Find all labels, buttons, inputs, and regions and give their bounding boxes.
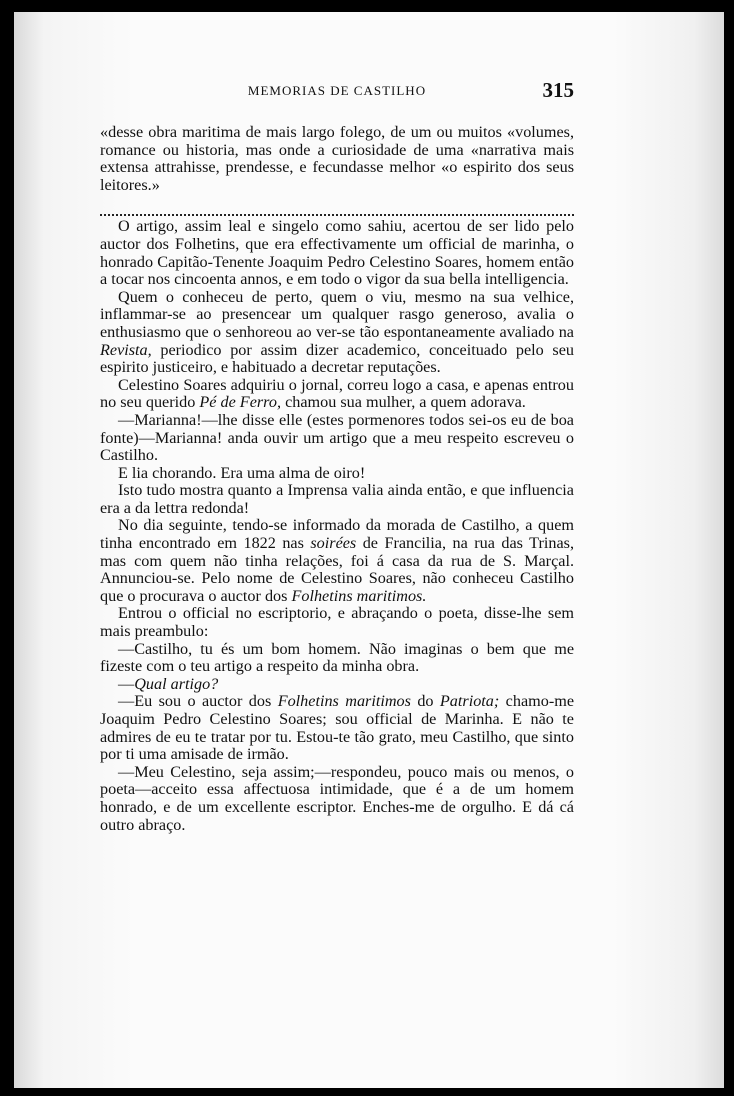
paragraph-12: —Meu Celestino, seja assim;—respondeu, pouco mais ou menos, o poeta—acceito essa affectuosa intimidade, que é a de um homem honrado, e de um excellente escriptor. Enches-me de orgulho. E dá cá outro abraço. (100, 762, 574, 834)
paragraph-4: —Marianna!—lhe disse elle (estes pormenores todos sei-os eu de boa fonte)—Marianna! anda ouvir um artigo que a meu respeito escreveu o Castilho. (100, 410, 574, 465)
paragraph-11: —Eu sou o auctor dos Folhetins maritimos do Patriota; chamo-me Joaquim Pedro Celestino Soares; sou official de Marinha. E não te admires de eu te tratar por tu. Estou-te tão grato, meu Castilho, que sinto por ti uma amisade de irmão. (100, 692, 574, 764)
paragraph-3: Celestino Soares adquiriu o jornal, correu logo a casa, e apenas entrou no seu querido Pé de Ferro, chamou sua mulher, a quem adorava. (100, 375, 574, 412)
paragraph-6: Isto tudo mostra quanto a Imprensa valia ainda então, e que influencia era a da lettra redonda! (100, 481, 574, 517)
paragraph-5: E lia chorando. Era uma alma de oiro! (118, 463, 366, 482)
paragraph-10: —Qual artigo? (118, 674, 219, 693)
scan-border-left (0, 0, 14, 1096)
running-title: MEMORIAS DE CASTILHO (247, 83, 427, 98)
paragraph-2: Quem o conheceu de perto, quem o viu, mesmo na sua velhice, inflammar-se ao presencear um qualquer rasgo generoso, avalia o enthusiasmo que o senhoreou ao ver-se tão espontaneamente avaliado na Revista, periodico por assim dizer academico, conceituado pelo seu espirito justiceiro, e habituado a decretar reputações. (100, 287, 574, 377)
paragraph-9: —Castilho, tu és um bom homem. Não imaginas o bem que me fizeste com o teu artigo a respeito da minha obra. (100, 639, 574, 676)
scan-border-top (0, 0, 734, 12)
scan-border-right (724, 0, 734, 1096)
scan-border-bottom (0, 1088, 734, 1096)
page-header (100, 78, 574, 106)
page-body (100, 124, 574, 834)
page-number: 315 (542, 78, 574, 102)
dotted-separator (100, 198, 574, 216)
quote-paragraph: «desse obra maritima de mais largo folego, de um ou muitos «volumes, romance ou historia, mas onde a curiosidade de uma «narrativa mais extensa attrahisse, prendesse, e fecundasse melhor «o espirito dos seus leitores.» (100, 123, 574, 194)
paragraph-7: No dia seguinte, tendo-se informado da morada de Castilho, a quem tinha encontrado em 1822 nas soirées de Francilia, na rua das Trinas, mas com quem não tinha relações, foi á casa da rua de S. Marçal. Annunciou-se. Pelo nome de Celestino Soares, não conheceu Castilho que o procurava o auctor dos Folhetins maritimos. (100, 516, 574, 605)
paragraph-1: O artigo, assim leal e singelo como sahiu, acertou de ser lido pelo auctor dos Folhetins, que era effectivamente um official de marinha, o honrado Capitão-Tenente Joaquim Pedro Celestino Soares, homem então a tocar nos cincoenta annos, e em todo o vigor da sua bella intelligencia. (100, 217, 574, 289)
paragraph-8: Entrou o official no escriptorio, e abraçando o poeta, disse-lhe sem mais preambulo: (100, 604, 574, 641)
